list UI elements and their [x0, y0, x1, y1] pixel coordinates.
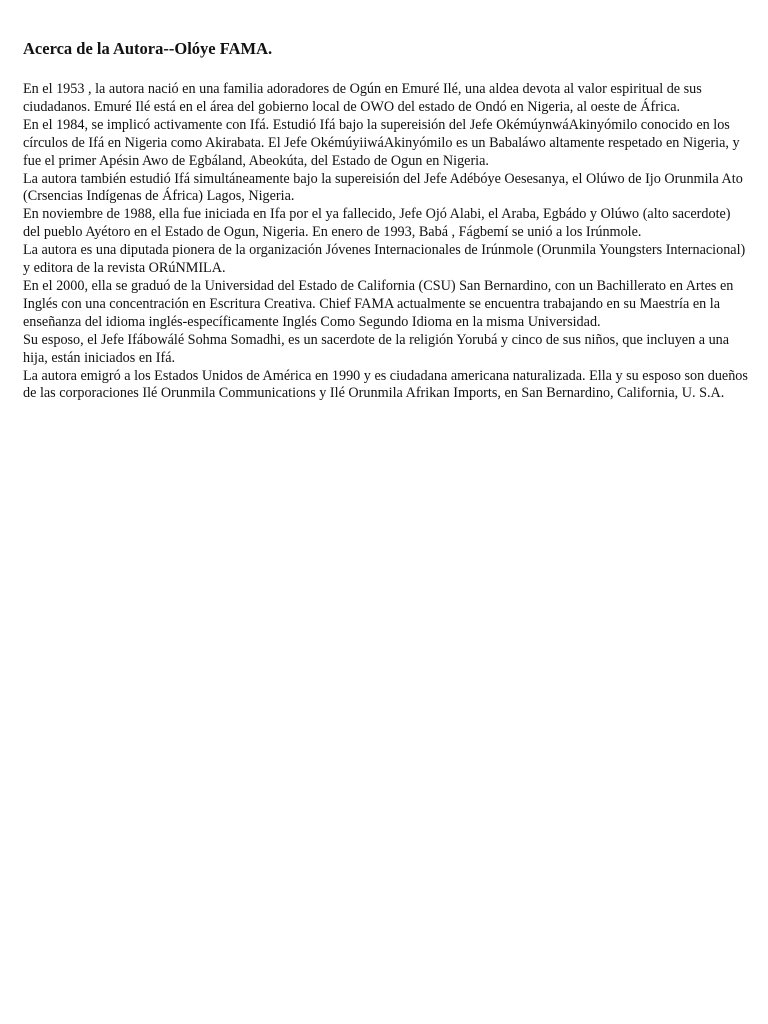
paragraph-birth: En el 1953 , la autora nació en una familia adoradores de Ogún en Emuré Ilé, una aldea devota al valor espiritual de sus ciudadanos. Emuré Ilé está en el área del gobierno local de OWO del estado de Ondó en Nigeria, al oeste de África. [23, 81, 702, 115]
document-body [23, 81, 749, 403]
paragraph-organization: La autora es una diputada pionera de la organización Jóvenes Internacionales de Irúnmole (Orunmila Youngsters Internacional) y editora de la revista ORúNMILA. [23, 242, 746, 277]
paragraph-family: Su esposo, el Jefe Ifábowálé Sohma Somadhi, es un sacerdote de la religión Yorubá y cinco de sus niños, que incluyen a una hija, están iniciados en Ifá. [23, 331, 730, 366]
paragraph-ifa-1984: En el 1984, se implicó activamente con Ifá. Estudió Ifá bajo la supereisión del Jefe OkémúynwáAkinyómilo conocido en los círculos de Ifá en Nigeria como Akirabata. El Jefe OkémúyiiwáAkinyómilo es un Babaláwo altamente respetado en Nigeria, y fue el primer Apésin Awo de Egbáland, Abeokúta, del Estado de Ogun en Nigeria. [23, 116, 740, 169]
paragraph-ifa-study: La autora también estudió Ifá simultáneamente bajo la supereisión del Jefe Adébóye Oesesanya, el Olúwo de Ijo Orunmila Ato (Crsencias Indígenas de África) Lagos, Nigeria. [23, 170, 743, 205]
paragraph-education: En el 2000, ella se graduó de la Universidad del Estado de California (CSU) San Bernardino, con un Bachillerato en Artes en Inglés con una concentración en Escritura Creativa. Chief FAMA actualmente se encuentra trabajando en su Maestría en la enseñanza del idioma inglés-específicamente Inglés Como Segundo Idioma en la misma Universidad. [23, 277, 734, 330]
paragraph-initiation-1988: En noviembre de 1988, ella fue iniciada en Ifa por el ya fallecido, Jefe Ojó Alabi, el Araba, Egbádo y Olúwo (alto sacerdote) del pueblo Ayétoro en el Estado de Ogun, Nigeria. En enero de 1993, Babá , Fágbemí se unió a los Irúnmole. [23, 206, 731, 241]
document-page [23, 38, 749, 403]
document-title: Acerca de la Autora--Olóye FAMA. [23, 39, 273, 58]
paragraph-emigration: La autora emigró a los Estados Unidos de América en 1990 y es ciudadana americana naturalizada. Ella y su esposo son dueños de las corporaciones Ilé Orunmila Communications y Ilé Orunmila Afrikan Imports, en San Bernardino, California, U. S.A. [23, 367, 748, 402]
